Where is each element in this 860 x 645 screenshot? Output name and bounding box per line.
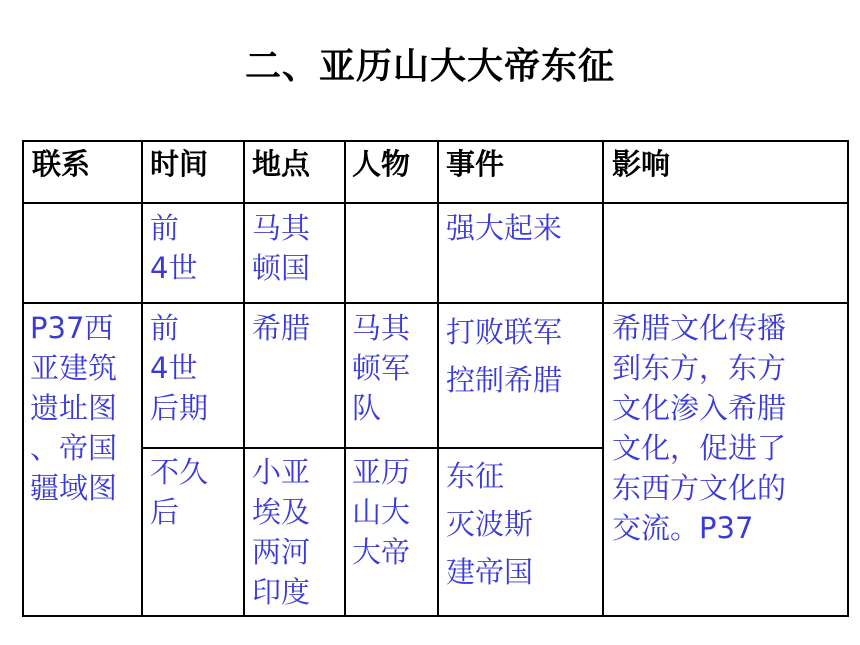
header-cell-impact: 影响 — [612, 147, 671, 181]
header-cell-time: 时间 — [150, 147, 209, 181]
cell-event: 打败联军 控制希腊 — [446, 315, 563, 397]
cell-person: 亚历 山大 大帝 — [352, 455, 411, 569]
cell-time: 前 4世 后期 — [150, 311, 209, 425]
cell-place: 小亚 埃及 两河 印度 — [252, 455, 311, 609]
cell-person: 马其 顿军 队 — [352, 311, 411, 425]
header-cell-event: 事件 — [446, 147, 505, 181]
cell-place: 希腊 — [252, 311, 311, 345]
cell-time: 不久 后 — [150, 455, 209, 529]
header-cell-link: 联系 — [32, 147, 91, 181]
cell-event: 强大起来 — [446, 211, 563, 245]
cell-time: 前 4世 — [150, 211, 198, 285]
cell-link: P37西 亚建筑 遗址图 、帝国 疆域图 — [30, 311, 118, 505]
cell-impact: 希腊文化传播 到东方，东方 文化渗入希腊 文化，促进了 东西方文化的 交流。P37 — [612, 311, 787, 545]
header-cell-person: 人物 — [352, 147, 411, 181]
header-cell-place: 地点 — [252, 147, 311, 181]
page-title: 二、亚历山大大帝东征 — [244, 46, 615, 87]
cell-place: 马其 顿国 — [252, 211, 311, 285]
cell-event: 东征 灭波斯 建帝国 — [446, 459, 534, 589]
